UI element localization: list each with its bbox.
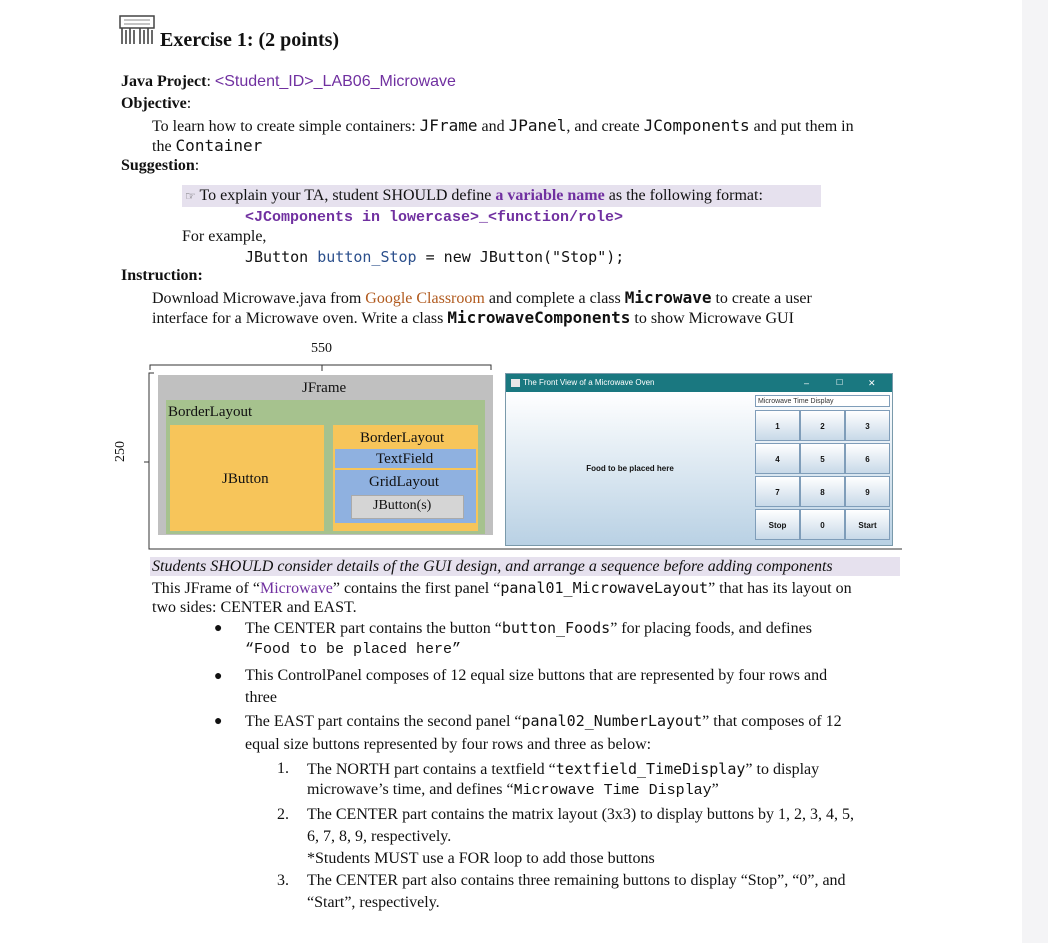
instruction-text: to create a user: [711, 290, 812, 307]
code-rest: = new JButton("Stop");: [416, 248, 625, 266]
instruction-text: and complete a class: [484, 290, 625, 307]
suggestion-heading: Suggestion:: [121, 157, 200, 174]
instruction-line-1: [152, 288, 812, 309]
item-2-line-1: The CENTER part contains the matrix layout (3x3) to display buttons by 1, 2, 3, 4, 5,: [307, 806, 855, 823]
example-label: For example,: [182, 228, 267, 245]
code-jframe: JFrame: [419, 116, 478, 135]
body-text: ” for placing foods, and defines: [610, 620, 812, 637]
gridlayout-label: GridLayout: [369, 474, 439, 490]
time-display-field[interactable]: Microwave Time Display: [755, 395, 890, 407]
body-text: ” that composes of 12: [702, 713, 842, 730]
objective-text: the: [152, 138, 176, 155]
item-2-number: 2.: [277, 806, 289, 823]
body-text: The EAST part contains the second panel “: [245, 713, 522, 730]
design-note: Students SHOULD consider details of the GUI design, and arrange a sequence before adding components: [152, 558, 833, 575]
body-text: ” that has its layout on: [708, 580, 852, 597]
keypad-button-7[interactable]: 7: [755, 476, 800, 507]
body-text: This JFrame of “: [152, 580, 260, 597]
jbuttons-label: JButton(s): [373, 498, 432, 513]
body-text: The NORTH part contains a textfield “: [307, 761, 556, 778]
suggestion-text: To explain your TA, student SHOULD define: [199, 187, 496, 204]
body-text: The CENTER part contains the button “: [245, 620, 502, 637]
java-project-name: <Student_ID>_LAB06_Microwave: [214, 73, 456, 90]
borderlayout-outer-label: BorderLayout: [168, 404, 253, 420]
item-1-line-1: [307, 759, 819, 780]
keypad-button-stop[interactable]: Stop: [755, 509, 800, 540]
instruction-line-2: [152, 308, 794, 329]
body-text: ” contains the first panel “: [332, 580, 501, 597]
microwave-title-bar: [506, 374, 892, 392]
item-3-line-2: “Start”, respectively.: [307, 894, 440, 911]
code-jcomponents: JComponents: [643, 116, 750, 135]
microwave-window: [505, 373, 893, 546]
code-container: Container: [175, 136, 263, 155]
microwave-title: The Front View of a Microwave Oven: [523, 378, 655, 387]
instruction-text: interface for a Microwave oven. Write a class: [152, 310, 448, 327]
bullet-2-line-1: This ControlPanel composes of 12 equal size buttons that are represented by four rows and: [245, 667, 828, 684]
java-project-line: Java Project: <Student_ID>_LAB06_Microwave: [121, 73, 456, 90]
bullet-2: ●: [214, 669, 223, 684]
code-textfield: textfield_TimeDisplay: [555, 760, 746, 778]
variable-name-highlight: a variable name: [495, 187, 605, 204]
instruction-text: Download Microwave.java from: [152, 290, 366, 307]
suggestion-line: [185, 186, 763, 206]
bullet-1-line-2: “Food to be placed here”: [245, 641, 462, 658]
exercise-logo: [118, 14, 156, 46]
jframe-label: JFrame: [302, 380, 347, 396]
java-project-label: Java Project: [121, 73, 207, 90]
item-1-number: 1.: [277, 760, 289, 777]
minimize-button[interactable]: –: [804, 378, 810, 388]
body-text: ”: [711, 781, 719, 798]
keypad-button-9[interactable]: 9: [845, 476, 890, 507]
objective-text: , and create: [566, 118, 644, 135]
paragraph-1-line-1: [152, 578, 852, 599]
body-text: microwave’s time, and defines “: [307, 781, 514, 798]
google-classroom-link[interactable]: Google Classroom: [365, 290, 485, 307]
item-3-line-1: The CENTER part also contains three remaining buttons to display “Stop”, “0”, and: [307, 872, 846, 889]
objective-label: Objective: [121, 95, 187, 112]
paragraph-1-line-2: two sides: CENTER and EAST.: [152, 599, 357, 616]
close-button[interactable]: ✕: [868, 378, 876, 388]
objective-line-1: [152, 116, 854, 137]
item-2-line-3: *Students MUST use a FOR loop to add those buttons: [307, 850, 655, 867]
food-button[interactable]: Food to be placed here: [506, 392, 754, 545]
instruction-text: to show Microwave GUI: [630, 310, 794, 327]
objective-heading: Objective:: [121, 95, 192, 112]
objective-text: To learn how to create simple containers:: [152, 118, 420, 135]
keypad-button-6[interactable]: 6: [845, 443, 890, 474]
instruction-label: Instruction:: [121, 267, 203, 284]
right-margin-strip: [1022, 0, 1048, 943]
naming-format: <JComponents in lowercase>_<function/role>: [245, 209, 624, 226]
keypad-button-3[interactable]: 3: [845, 410, 890, 441]
code-variable: button_Stop: [317, 248, 417, 266]
maximize-button[interactable]: ☐: [836, 378, 844, 387]
keypad-button-1[interactable]: 1: [755, 410, 800, 441]
objective-line-2: [152, 136, 262, 157]
keypad-button-2[interactable]: 2: [800, 410, 845, 441]
example-code: [245, 247, 624, 267]
keypad-button-0[interactable]: 0: [800, 509, 845, 540]
code-time-display: Microwave Time Display: [513, 782, 712, 799]
item-2-line-2: 6, 7, 8, 9, respectively.: [307, 828, 452, 845]
java-cup-icon: [511, 379, 520, 387]
bullet-3: ●: [214, 714, 223, 729]
item-3-number: 3.: [277, 872, 289, 889]
borderlayout-inner-label: BorderLayout: [360, 430, 445, 446]
objective-text: and put them in: [749, 118, 854, 135]
bullet-1-line-1: [245, 618, 812, 639]
code-microwave-components: MicrowaveComponents: [447, 308, 631, 327]
code-panel01: panal01_MicrowaveLayout: [500, 579, 709, 597]
bullet-1: ●: [214, 621, 223, 636]
suggestion-label: Suggestion: [121, 157, 195, 174]
keypad-button-4[interactable]: 4: [755, 443, 800, 474]
keypad-button-5[interactable]: 5: [800, 443, 845, 474]
objective-text: and: [477, 118, 509, 135]
bullet-2-line-2: three: [245, 689, 277, 706]
suggestion-text: as the following format:: [604, 187, 763, 204]
width-dimension-label: 550: [311, 341, 332, 356]
code-panel02: panal02_NumberLayout: [521, 712, 703, 730]
body-text: ” to display: [745, 761, 820, 778]
microwave-link: Microwave: [259, 580, 333, 597]
code-type: JButton: [245, 248, 318, 266]
bullet-3-line-2: equal size buttons represented by four rows and three as below:: [245, 736, 652, 753]
bullet-3-line-1: [245, 711, 842, 732]
exercise-title: Exercise 1: (2 points): [160, 29, 340, 51]
item-1-line-2: [307, 780, 719, 801]
code-jpanel: JPanel: [508, 116, 567, 135]
code-microwave: Microwave: [624, 288, 712, 307]
hands-logo-icon: [118, 14, 156, 46]
code-button-foods: button_Foods: [501, 619, 611, 637]
textfield-label: TextField: [376, 451, 434, 467]
keypad-button-8[interactable]: 8: [800, 476, 845, 507]
pointing-hand-icon: ☞: [185, 189, 196, 203]
height-dimension-label: 250: [113, 441, 128, 462]
jbutton-center-label: JButton: [222, 471, 269, 487]
keypad-button-start[interactable]: Start: [845, 509, 890, 540]
